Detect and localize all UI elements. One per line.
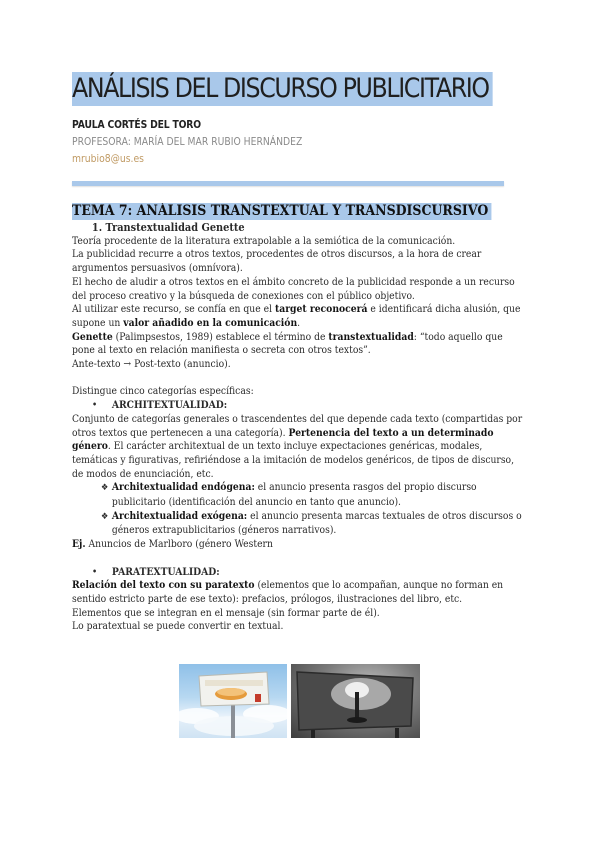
author-name: PAULA CORTÉS DEL TORO [72, 119, 201, 131]
email-link[interactable]: mrubio8@us.es [72, 153, 144, 165]
text-run: : “todo aquello que pone al texto en relación manifiesta o secreta con otros textos”. [72, 331, 503, 357]
text-run: . El carácter architextual de un texto incluye expectaciones genéricas, modales, temáticas y figurativas, refiriéndose a la imitación de modelos genéricos, de tipos de discurso, de modos de enunciación, etc. [72, 441, 515, 480]
paragraph: El hecho de aludir a otros textos en el ámbito concreto de la publicidad responde a un recurso del proceso creativo y la búsqueda de conexiones con el público objetivo. [72, 276, 515, 302]
section-heading: TEMA 7: ANÁLISIS TRANSTEXTUAL Y TRANSDISCURSIVO [72, 203, 491, 220]
paragraph: Teoría procedente de la literatura extrapolable a la semiótica de la comunicación. [72, 235, 456, 247]
paragraph [72, 538, 525, 552]
header-divider [72, 181, 504, 186]
bullet-label: ARCHITEXTUALIDAD: [111, 399, 228, 412]
billboard-bw-illustration [291, 664, 420, 738]
bold-run: Architextualidad exógena: [111, 509, 248, 522]
paragraph: Ante-texto → Post-texto (anuncio). [72, 359, 231, 371]
bold-run: Relación del texto con su paratexto [72, 579, 255, 592]
text-run: Al utilizar este recurso, se confía en que el [72, 304, 275, 316]
bullet-icon: • [91, 566, 98, 578]
text-run: Conjunto de categorías generales o trascendentes del que depende cada texto (compartidas por otros textos que pertenecen a una categoría). [72, 413, 523, 439]
billboard-sky-illustration [179, 664, 287, 738]
sub-bullet-item [92, 510, 525, 538]
document-body [72, 221, 525, 634]
spacer [72, 372, 525, 386]
spacer [72, 552, 525, 566]
bullet-label: PARATEXTUALIDAD: [111, 565, 220, 578]
bold-run: Ej. [72, 538, 86, 551]
text-run: e identificará dicha alusión, que supone un [72, 304, 521, 329]
paragraph: Distingue cinco categorías específicas: [72, 386, 254, 398]
title-block [72, 72, 550, 106]
text-run: (elementos que lo acompañan, aunque no forman en sentido estricto parte de ese texto): prefacios, prólogos, ilustraciones del libro, etc. [72, 580, 504, 605]
bullet-icon: • [91, 400, 98, 412]
diamond-icon: ❖ [100, 483, 109, 494]
billboard-sky-image [179, 664, 287, 738]
paragraph [72, 331, 525, 358]
text-run: . [297, 317, 301, 329]
bold-run: valor añadido en la comunicación [123, 316, 298, 329]
paragraph [72, 303, 525, 330]
bold-run: transtextualidad [328, 330, 414, 343]
paragraph [72, 579, 525, 606]
paragraph: Elementos que se integran en el mensaje (sin formar parte de él). [72, 607, 380, 619]
paragraph [72, 413, 525, 482]
bold-run: Pertenencia del texto a un determinado género [72, 426, 494, 453]
numbered-heading: 1. Transtextualidad Genette [91, 221, 245, 234]
paragraph: Lo paratextual se puede convertir en textual. [72, 621, 284, 633]
text-run: el anuncio presenta rasgos del propio discurso publicitario (identificación del anuncio en tanto que anuncio). [111, 482, 477, 509]
bold-run: target reconocerá [274, 303, 368, 316]
text-run: Anuncios de Marlboro (género Western [85, 539, 273, 551]
bullet-item [72, 566, 525, 580]
professor-name: PROFESORA: MARÍA DEL MAR RUBIO HERNÁNDEZ [72, 136, 303, 148]
text-run: (Palimpsestos, 1989) establece el término de [112, 331, 329, 343]
bold-run: Architextualidad endógena: [111, 481, 255, 494]
sub-bullet-item [92, 481, 525, 509]
paragraph: La publicidad recurre a otros textos, procedentes de otros discursos, a la hora de crear argumentos persuasivos (omnívora). [72, 249, 482, 275]
billboard-bw-image [291, 664, 420, 738]
bullet-item [72, 399, 525, 413]
diamond-icon: ❖ [100, 511, 109, 522]
bold-run: Genette [72, 330, 113, 343]
text-run: el anuncio presenta marcas textuales de otros discursos o géneros extrapublicitarios (géneros narrativos). [111, 510, 522, 537]
page-title: ANÁLISIS DEL DISCURSO PUBLICITARIO [72, 72, 492, 106]
